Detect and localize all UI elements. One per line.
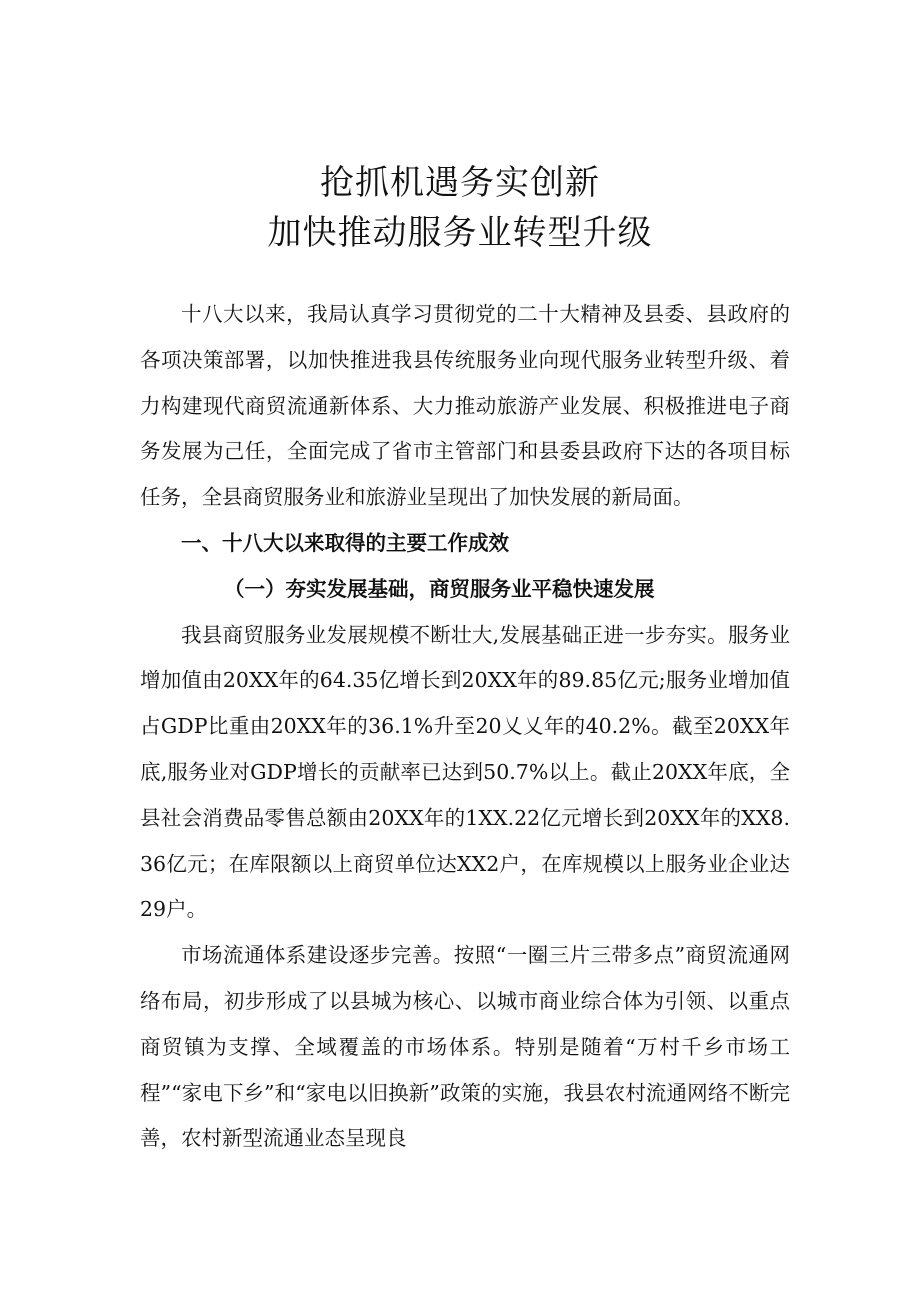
body-paragraph: 市场流通体系建设逐步完善。按照“一圈三片三带多点”商贸流通网络布局，初步形成了以县城为核心、以城市商业综合体为引领、以重点商贸镇为支撑、全域覆盖的市场体系。特别是随着“万村千乡市场工程”“家电下乡”和“家电以旧换新”政策的实施，我县农村流通网络不断完善，农村新型流通业态呈现良 bbox=[140, 943, 790, 1151]
title-line-2: 加快推动服务业转型升级 bbox=[267, 213, 653, 253]
intro-paragraph: 十八大以来，我局认真学习贯彻党的二十大精神及县委、县政府的各项决策部署，以加快推进我县传统服务业向现代服务业转型升级、着力构建现代商贸流通新体系、大力推动旅游产业发展、积极推进电子商务发展为己任，全面完成了省市主管部门和县委县政府下达的各项目标任务，全县商贸服务业和旅游业呈现出了加快发展的新局面。 bbox=[140, 302, 790, 510]
section-heading: 一、十八大以来取得的主要工作成效 bbox=[181, 530, 509, 555]
subsection-heading: （一）夯实发展基础，商贸服务业平稳快速发展 bbox=[224, 576, 655, 601]
title-line-1: 抢抓机遇务实创新 bbox=[320, 163, 600, 203]
body-paragraph: 我县商贸服务业发展规模不断壮大,发展基础正进一步夯实。服务业增加值由20XX年的64.35亿增长到20XX年的89.85亿元;服务业增加值占GDP比重由20XX年的36.1%升至20乂乂年的40.2%。截至20XX年底,服务业对GDP增长的贡献率已达到50.7%以上。截止20XX年底，全县社会消费品零售总额由20XX年的1XX.22亿元增长到20XX年的XX8.36亿元；在库限额以上商贸单位达XX2户，在库规模以上服务业企业达29户。 bbox=[140, 622, 790, 922]
document-title bbox=[0, 158, 920, 258]
document-body bbox=[140, 292, 790, 1162]
